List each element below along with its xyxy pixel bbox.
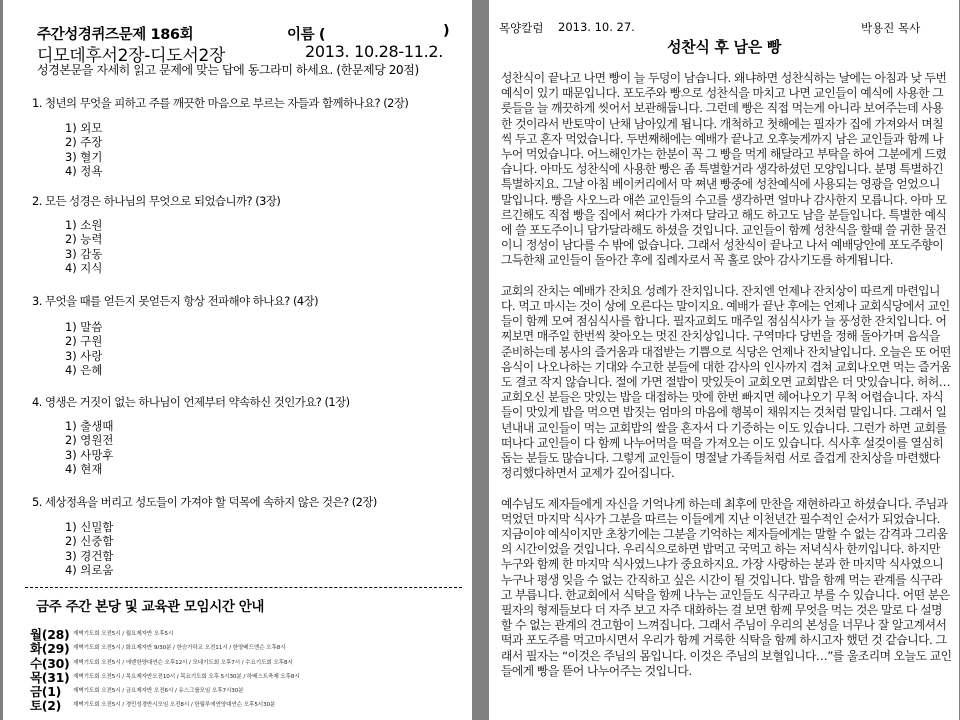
option[interactable]: 2) 영원전 (65, 433, 114, 448)
question-3-options (65, 320, 102, 378)
schedule-day: 화(29) (30, 641, 70, 657)
column-author: 박용진 목사 (861, 21, 921, 35)
option[interactable]: 1) 출생때 (65, 419, 114, 433)
schedule-row (30, 639, 470, 657)
quiz-range: 디모데후서2장-디도서2장 (37, 46, 226, 66)
option[interactable]: 2) 주장 (65, 135, 103, 150)
option[interactable]: 4) 의로움 (65, 563, 114, 578)
quiz-page (3, 0, 472, 720)
column-label: 목양칼럼 (499, 21, 544, 35)
schedule-row (30, 682, 470, 700)
schedule-row (30, 696, 470, 714)
schedule-row (30, 668, 470, 685)
question-1: 1. 청년의 무엇을 피하고 주를 깨끗한 마음으로 부르는 자들과 함께하나요? (2장) (32, 96, 409, 110)
option[interactable]: 1) 신밀함 (65, 520, 114, 534)
question-2-options (65, 218, 102, 276)
quiz-dates: 2013. 10.28-11.2. (305, 42, 444, 61)
option[interactable]: 2) 능력 (65, 232, 103, 247)
column-date: 2013. 10. 27. (558, 20, 635, 34)
option[interactable]: 2) 신중함 (65, 534, 114, 549)
option[interactable]: 4) 은혜 (65, 363, 103, 378)
option[interactable]: 3) 경건함 (65, 548, 114, 563)
schedule-items: 재벽기도회 오전5시 / 금요제자반 오전6시 / 유스그룹모임 오후7시30분 (73, 688, 244, 695)
schedule-items: 재벽기도회 오전5시 / 목요제자반오전10시 / 목요기도회 오후 5시30분 / 하베스트축제 오후8시 (73, 673, 300, 680)
option[interactable]: 3) 혈기 (65, 149, 103, 164)
option[interactable]: 2) 구원 (65, 334, 103, 349)
option[interactable]: 1) 말씀 (65, 320, 103, 334)
option[interactable]: 4) 지식 (65, 261, 103, 276)
schedule-row (30, 625, 470, 642)
question-5: 5. 세상정욕을 버리고 성도들이 가져야 할 덕목에 속하지 않은 것은? (2장) (32, 495, 377, 509)
option[interactable]: 1) 외모 (65, 121, 103, 135)
quiz-instruction: 성경본문을 자세히 읽고 문제에 맞는 답에 동그라미 하세요. (한문제당 20점) (37, 63, 419, 77)
schedule-items: 재벽기도회 오전5시 / 에덴한양대연슨 오후12시 / 모네기도회 오후7시 / 수요기도회 오후8시 (73, 659, 293, 666)
schedule-items: 재벽기도회 오전5시 / 화요제자반 9/30분 / 한승가하교 오전11시 / 한양베드엔슨 오후8시 (73, 645, 286, 652)
schedule-list (30, 625, 470, 714)
schedule-day: 목(31) (30, 669, 70, 685)
quiz-title: 주간성경퀴즈문제 186회 (37, 27, 194, 43)
name-close: ) (443, 23, 450, 39)
paragraph: 예수님도 제자들에게 자신을 기억나게 하는데 최후에 만찬을 재현하라고 하셨습니다. 주님과 먹었던 마지막 식사가 그분을 따르는 이들에게 지난 이천년간 필수적인 순서가 되었습니다. 지금이야 예식이지만 초창기에는 그분을 기억하는 제자들에게는 말할 수 없는 감격과 그리움의 시간이었을 것입니다. 우리식으로하면 밥먹고 국먹고 하는 저녁식사 한끼입니다. 하지만 누구와 함께 한 마지막 식사였느냐가 중요하지요. 가장 사랑하는 분과 한 마지막 식사였으니 누구나 평생 잊을 수 없는 간직하고 싶은 시간이 될 것입니다. 밥을 함께 먹는 관계를 식구라고 부릅니다. 한교회에서 식탁을 함께 나누는 교인들도 식구라고 부를 수 있습니다. 어떤 분은 필자의 형제들보다 더 자주 보고 자주 대화하는 걸 보면 함께 무엇을 먹는 것은 말로 다 설명할 수 없는 관계의 견고함이 느껴집니다. 그래서 주님이 우리의 본성을 너무나 잘 알고계셔서 떡과 포도주를 먹고마시면서 우리가 함께 거룩한 식탁을 함께 하시고자 했던 것 같습니다. 그래서 필자는 “이것은 주님의 몸입니다. 이것은 주님의 보혈입니다…”를 울조리며 오늘도 교인들에게 빵을 뜯어 나누어주는 것입니다. (501, 496, 952, 678)
option[interactable]: 3) 감동 (65, 246, 103, 261)
option[interactable]: 1) 소원 (65, 218, 103, 232)
option[interactable]: 4) 현재 (65, 462, 103, 477)
section-divider (25, 587, 462, 588)
schedule-day: 금(1) (30, 684, 61, 700)
question-4: 4. 영생은 거짓이 없는 하나님이 언제부터 약속하신 것인가요? (1장) (32, 395, 350, 409)
schedule-items: 재벽기도회 오전5시 / 경민성경반시모임 오전8시 / 한월루에연양대연슨 오후5시30분 (73, 702, 276, 709)
schedule-row (30, 654, 470, 671)
schedule-day: 수(30) (30, 655, 70, 671)
option[interactable]: 4) 정욕 (65, 164, 103, 179)
option[interactable]: 3) 사랑 (65, 348, 103, 363)
schedule-items: 재벽기도회 오전5시 / 월요제자반 오후5시 (73, 631, 174, 637)
schedule-day: 월(28) (30, 627, 70, 642)
paragraph: 교회의 잔치는 예배가 잔치요 성례가 잔치입니다. 잔치엔 언제나 잔치상이 따르게 마련입니다. 먹고 마시는 것이 상에 오른다는 말이지요. 예배가 끝난 후에는 언제나 교회식당에서 교인들이 함께 모여 점심식사를 합니다. 필자교회도 매주일 점심식사가 늘 풍성한 잔치입니다. 어찌보면 매주일 한번씩 찾아오는 멋진 잔치상입니다. 구역마다 당번을 정해 돌아가며 음식을 준비하는데 봉사의 즐거움과 대접받는 기쁨으로 식당은 언제나 잔치날입니다. 오늘은 또 어떤 음식이 나오나하는 기대와 수고한 분들에 대한 감사의 인사까지 겹쳐 교회나오면 먹는 즐거움도 결코 작지 않습니다. 절에 가면 절밥이 맛있듯이 교회오면 교회밥은 더 맛있습니다. 허허… 교회오신 분들은 맛있는 밥을 대접하는 맛에 한번 빠지면 헤어나오기 무척 어렵습니다. 자식들이 맛있게 밥을 먹으면 밥짓는 엄마의 마음에 행복이 채워지는 것처럼 말입니다. 그래서 일년내내 교인들이 먹는 교회밥의 쌀을 혼자서 다 기증하는 이도 있습니다. 그런가 하면 교회를 떠나다 교인들이 다 함께 나누어먹을 떡을 가져오는 이도 있습니다. 식사후 설겆이를 열심히 돕는 분들도 많습니다. 그렇게 교인들이 명절날 가족들처럼 서로 즐겁게 잔치상을 마련했다 정리했다하면서 교제가 깊어집니다. (501, 283, 951, 481)
column-title: 성찬식 후 남은 빵 (666, 38, 782, 56)
column-body (501, 71, 952, 679)
paragraph: 성찬식이 끝나고 나면 빵이 늘 두덩이 남습니다. 왜냐하면 성찬식하는 날에는 아침과 낮 두번예식이 있기 때문입니다. 포도주와 빵으로 성찬식을 마치고 나면 교인들이 예식에 사용한 그릇들을 늘 깨끗하게 씻어서 보관해둡니다. 그런데 빵은 직접 먹는게 아니라 보여주는데 사용한 것이라서 반토막이 난채 남아있게 됩니다. 개척하고 첫해에는 필자가 집에 가져와서 며칠씩 두고 혼자 먹었습니다. 두번째해에는 예배가 끝나고 오후늦게까지 남은 교인들과 함께 나누어 먹었습니다. 어느해인가는 한분이 꼭 그 빵을 먹게 해달라고 부탁을 하여 그분에게 드렸습니다. 아마도 성찬식에 사용한 빵은 좀 특별할거라 생각하셨던 모양입니다. 분명 특별하긴 특별하지요. 그날 아침 베이커리에서 막 쪄낸 빵중에 성찬예식에 사용되는 영광을 얻었으니 말입니다. 빵을 사오느라 애쓴 교인들의 수고를 생각하면 얼마나 감사한지 모릅니다. 아마 모르긴해도 직접 빵을 집에서 쪄다가 가져다 달라고 해도 하고도 남을 분들입니다. 특별한 예식에 쓸 포도주이니 담가달라해도 하셨을 것입니다. 교인들이 함께 성찬식을 할때 쓸 귀한 물건이니 정성이 남다를 수 밖에 없습니다. 그래서 성찬식이 끝나고 나서 예배당안에 포도주향이 그득한채 교인들이 돌아간 후에 집례자로서 꼭 홀로 앉아 감사기도를 하게됩니다. (501, 71, 947, 268)
question-1-options (65, 121, 102, 179)
question-2: 2. 모든 성경은 하나님의 무엇으로 되었습니까? (3장) (32, 194, 281, 208)
column-page (489, 0, 959, 720)
question-3: 3. 무엇을 때를 얻든지 못얻든지 항상 전파해야 하나요? (4장) (32, 294, 319, 308)
notice-title: 금주 주간 본당 및 교육관 모임시간 안내 (36, 599, 265, 615)
question-4-options (65, 419, 113, 477)
question-5-options (65, 520, 113, 578)
name-label: 이름 ( (287, 27, 326, 43)
schedule-day: 토(2) (30, 698, 61, 714)
option[interactable]: 3) 사망후 (65, 447, 114, 462)
